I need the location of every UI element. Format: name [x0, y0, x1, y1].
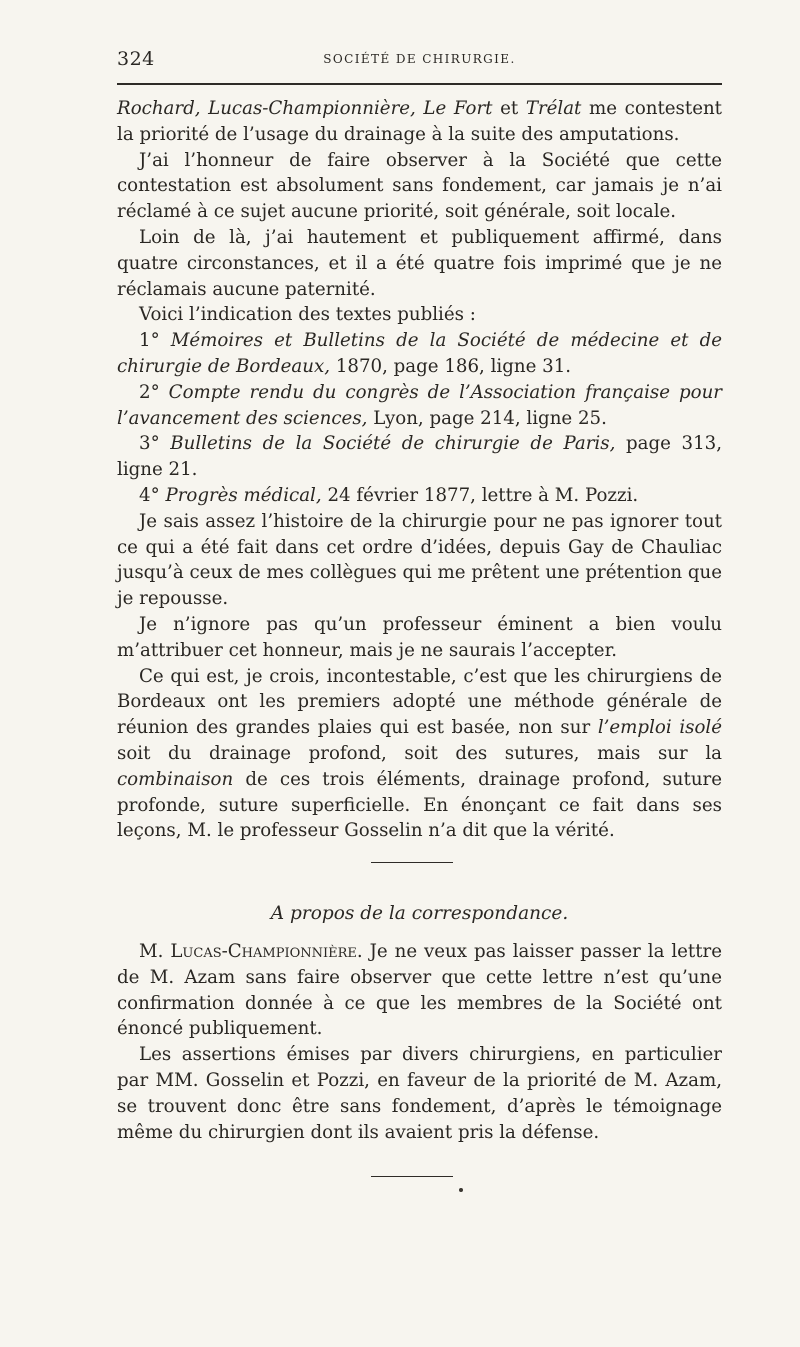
text-run: de ces trois éléments, drainage profond, suture profonde, suture superficielle. En énonçant ce fait dans ses leçons, M. le professeur Gosselin n’a dit que la vérité. — [117, 768, 722, 842]
ink-dot — [459, 1188, 463, 1192]
paragraph — [117, 483, 722, 509]
text-run: 1° — [139, 330, 171, 352]
running-head: SOCIÉTÉ DE CHIRURGIE. — [323, 52, 516, 66]
page-number: 324 — [117, 48, 155, 70]
text-run: M. — [139, 941, 171, 962]
text-run: 2° — [139, 381, 169, 403]
paragraph — [117, 509, 722, 612]
section-divider — [371, 862, 453, 863]
text-run: 3° — [139, 433, 171, 455]
text-run: Les assertions émises par divers chirurgiens, en particulier par MM. Gosselin et Pozzi, en faveur de la priorité de M. Azam, se trouvent donc être sans fondement, d’après le témoignage même du chirurgien dont ils avaient pris la défense. — [117, 1044, 722, 1143]
paragraph — [117, 328, 722, 380]
text-run: . Je ne veux pas laisser passer la lettre de M. Azam sans faire observer que cette lettre n’est qu’une confirmation donnée à ce que les membres de la Société ont énoncé publiquement. — [117, 941, 723, 1040]
text-run: J’ai l’honneur de faire observer à la Société que cette contestation est absolument sans fondement, car jamais je n’ai réclamé à ce sujet aucune priorité, soit générale, soit locale. — [117, 149, 722, 223]
text-run: Voici l’indication des textes publiés : — [139, 304, 476, 326]
italic-text: Rochard, Lucas-Championnière, Le Fort — [117, 98, 493, 119]
page-header — [117, 48, 722, 74]
text-run: soit du drainage profond, soit des sutures, mais sur la — [117, 742, 722, 764]
paragraph — [117, 380, 722, 432]
text-run: 4° — [139, 484, 166, 506]
paragraph — [117, 939, 722, 1042]
paragraph — [117, 664, 722, 845]
text-run: Lucas-Championnière — [170, 941, 357, 962]
paragraph — [117, 1042, 722, 1145]
text-run: et — [492, 98, 526, 119]
text-run: Lyon, page 214, ligne 25. — [367, 407, 607, 429]
text-run: Ce qui est, je crois, incontestable, c’est que les chirurgiens de Bordeaux ont les premiers adopté une méthode générale de réunion des grandes plaies qui est basée, non sur — [117, 665, 722, 739]
header-rule — [117, 83, 722, 85]
italic-text: Trélat — [525, 98, 582, 119]
paragraph — [117, 302, 722, 328]
paragraph — [117, 96, 722, 148]
paragraph — [117, 612, 722, 664]
section-title: A propos de la correspondance. — [270, 903, 569, 924]
italic-text: Bulletins de la Société de chirurgie de Paris, — [170, 433, 616, 455]
paragraph — [117, 431, 722, 483]
text-run: 1870, page 186, ligne 31. — [330, 355, 572, 377]
text-run: Je n’ignore pas qu’un professeur éminent a bien voulu m’attribuer cet honneur, mais je ne saurais l’accepter. — [117, 613, 722, 661]
text-run: Je sais assez l’histoire de la chirurgie pour ne pas ignorer tout ce qui a été fait dans cet ordre d’idées, depuis Gay de Chauliac jusqu’à ceux de mes collègues qui me prêtent une prétention que je repousse. — [117, 510, 722, 610]
italic-text: Mémoires et Bulletins de la Société de médecine et de chirurgie de Bordeaux, — [117, 330, 722, 377]
italic-text: Progrès médical, — [165, 484, 322, 506]
body-text-continued — [117, 939, 722, 1145]
body-text — [117, 96, 722, 844]
text-run: page 313, ligne 21. — [117, 433, 722, 481]
text-run: 24 février 1877, lettre à M. Pozzi. — [321, 484, 639, 506]
text-run: Loin de là, j’ai hautement et publiquement affirmé, dans quatre circonstances, et il a été quatre fois imprimé que je ne réclamais aucune paternité. — [117, 226, 722, 300]
text-run: me contestent la priorité de l’usage du drainage à la suite des amputations. — [117, 98, 722, 145]
italic-text: l’emploi isolé — [597, 717, 722, 739]
paragraph — [117, 225, 722, 302]
end-divider — [371, 1176, 453, 1177]
paragraph — [117, 148, 722, 225]
italic-text: combinaison — [117, 768, 234, 790]
italic-text: Compte rendu du congrès de l’Association française pour l’avancement des sciences, — [117, 381, 722, 429]
